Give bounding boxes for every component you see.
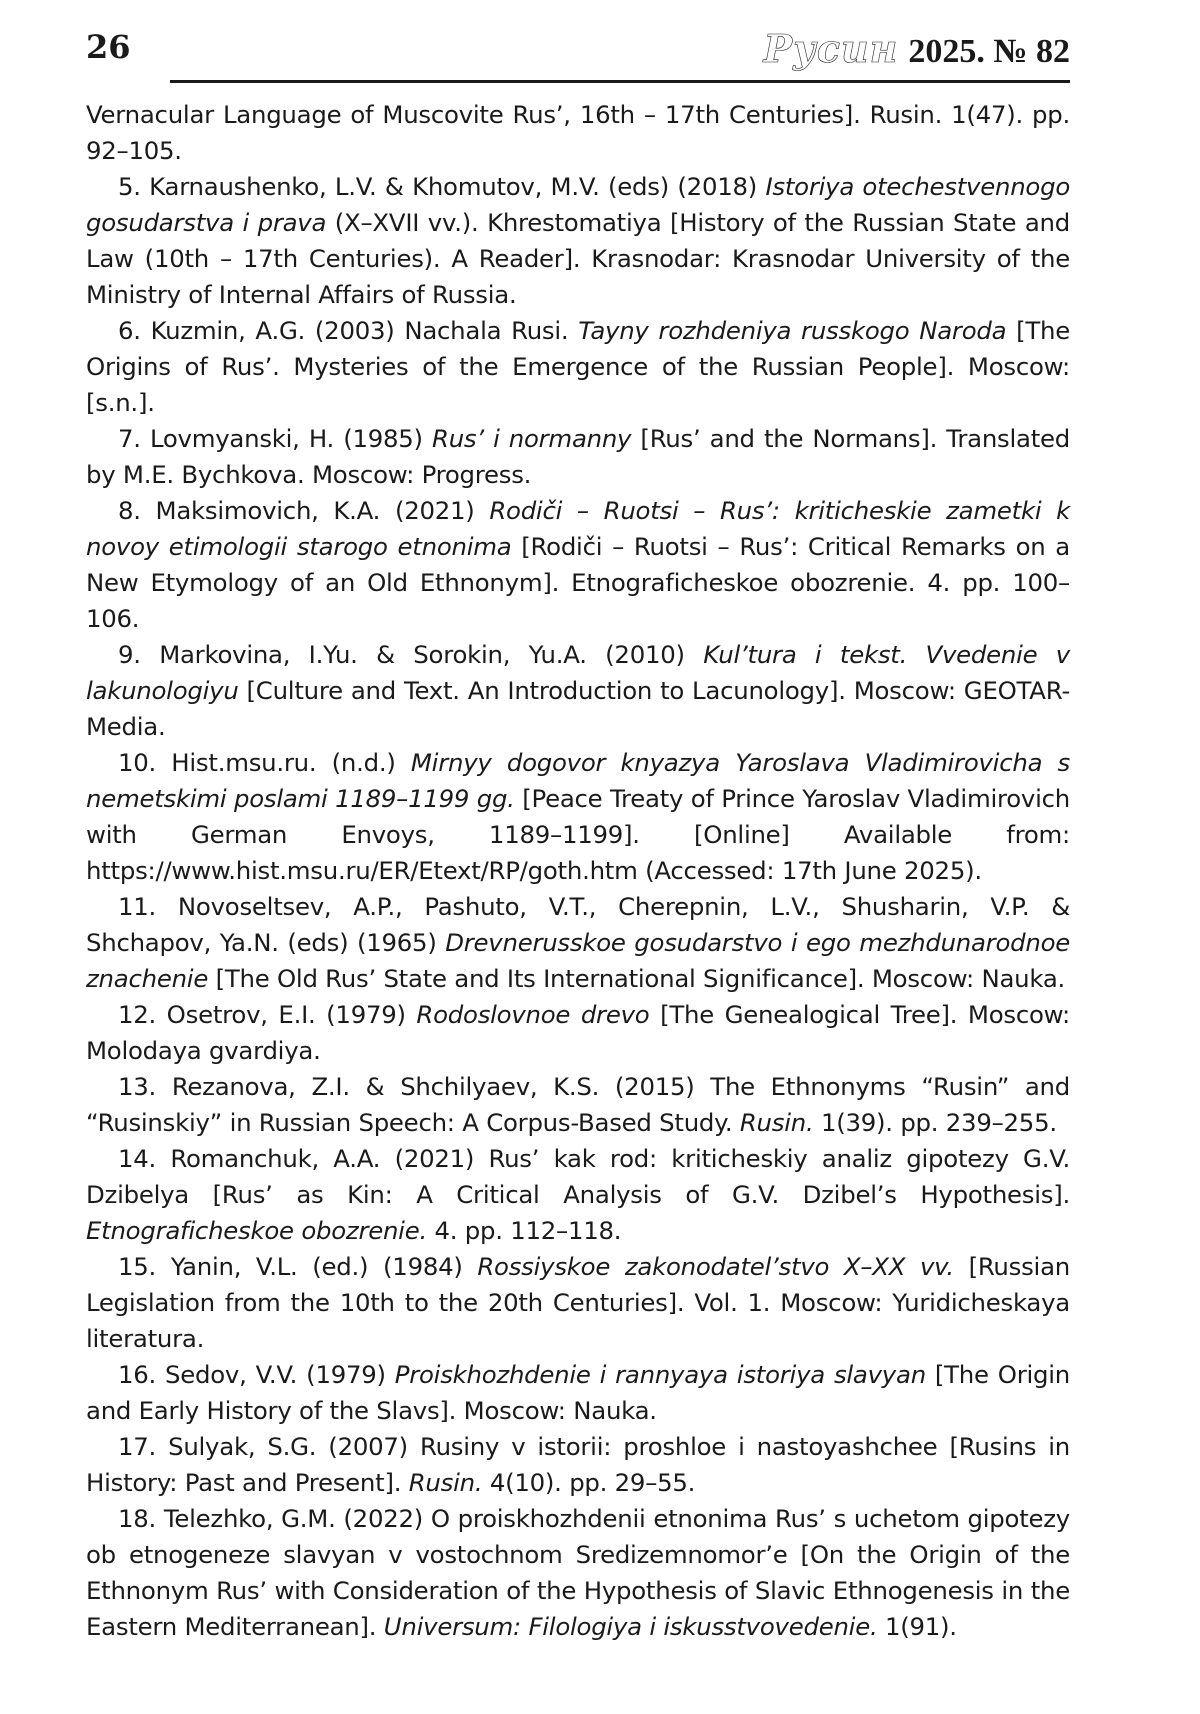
reference-list — [86, 97, 1070, 1645]
journal-title — [764, 26, 1070, 71]
reference-item: 5. Karnaushenko, L.V. & Khomutov, M.V. (eds) (2018) Istoriya otechestvennogo gosudarstva i prava (X–XVII vv.). Khrestomatiya [History of the Russian State and Law (10th – 17th Centuries). A Reader]. Krasnodar: Krasnodar University of the Ministry of Internal Affairs of Russia. — [86, 172, 1070, 309]
reference-item: 8. Maksimovich, K.A. (2021) Rodiči – Ruotsi – Rus’: kriticheskie zametki k novoy etimologii starogo etnonima [Rodiči – Ruotsi – Rus’: Critical Remarks on a New Etymology of an Old Ethnonym]. Etnograficheskoe obozrenie. 4. pp. 100–106. — [86, 496, 1070, 633]
reference-item: 16. Sedov, V.V. (1979) Proiskhozhdenie i rannyaya istoriya slavyan [The Origin and Early History of the Slavs]. Moscow: Nauka. — [86, 1360, 1070, 1425]
reference-item: 15. Yanin, V.L. (ed.) (1984) Rossiyskoe zakonodatel’stvo X–XX vv. [Russian Legislation from the 10th to the 20th Centuries]. Vol. 1. Moscow: Yuridicheskaya literatura. — [86, 1252, 1070, 1353]
page — [86, 0, 1118, 1645]
reference-item: 10. Hist.msu.ru. (n.d.) Mirnyy dogovor knyazya Yaroslava Vladimirovicha s nemetskimi poslami 1189–1199 gg. [Peace Treaty of Prince Yaroslav Vladimirovich with German Envoys, 1189–1199]. [Online] Available from: https://www.hist.msu.ru/ER/Etext/RP/goth.htm (Accessed: 17th June 2025). — [86, 748, 1070, 885]
reference-item: 17. Sulyak, S.G. (2007) Rusiny v istorii: proshloe i nastoyashchee [Rusins in History: Past and Present]. Rusin. 4(10). pp. 29–55. — [86, 1432, 1070, 1497]
running-header — [86, 0, 1070, 83]
reference-item: 12. Osetrov, E.I. (1979) Rodoslovnoe drevo [The Genealogical Tree]. Moscow: Molodaya gvardiya. — [86, 1000, 1070, 1065]
reference-item: 11. Novoseltsev, A.P., Pashuto, V.T., Cherepnin, L.V., Shusharin, V.P. & Shchapov, Ya.N. (eds) (1965) Drevnerusskoe gosudarstvo i ego mezhdunarodnoe znachenie [The Old Rus’ State and Its International Significance]. Moscow: Nauka. — [86, 892, 1070, 993]
page-number: 26 — [86, 28, 131, 66]
journal-issue: 2025. № 82 — [908, 33, 1070, 70]
journal-name: Русин — [763, 26, 899, 71]
reference-item: 13. Rezanova, Z.I. & Shchilyaev, K.S. (2015) The Ethnonyms “Rusin” and “Rusinskiy” in Russian Speech: A Corpus-Based Study. Rusin. 1(39). pp. 239–255. — [86, 1072, 1070, 1137]
reference-item: Vernacular Language of Muscovite Rus’, 16th – 17th Centuries]. Rusin. 1(47). pp. 92–105. — [86, 100, 1070, 165]
reference-item: 7. Lovmyanski, H. (1985) Rus’ i normanny [Rus’ and the Normans]. Translated by M.E. Bychkova. Moscow: Progress. — [86, 424, 1071, 489]
reference-item: 6. Kuzmin, A.G. (2003) Nachala Rusi. Tayny rozhdeniya russkogo Naroda [The Origins of Rus’. Mysteries of the Emergence of the Russian People]. Moscow: [s.n.]. — [86, 316, 1070, 417]
reference-item: 18. Telezhko, G.M. (2022) O proiskhozhdenii etnonima Rus’ s uchetom gipotezy ob etnogeneze slavyan v vostochnom Sredizemnomor’e [On the Origin of the Ethnonym Rus’ with Consideration of the Hypothesis of Slavic Ethnogenesis in the Eastern Mediterranean]. Universum: Filologiya i iskusstvovedenie. 1(91). — [86, 1504, 1070, 1641]
reference-item: 14. Romanchuk, A.A. (2021) Rus’ kak rod: kriticheskiy analiz gipotezy G.V. Dzibelya [Rus’ as Kin: A Critical Analysis of G.V. Dzibel’s Hypothesis]. Etnograficheskoe obozrenie. 4. pp. 112–118. — [86, 1144, 1070, 1245]
reference-item: 9. Markovina, I.Yu. & Sorokin, Yu.A. (2010) Kul’tura i tekst. Vvedenie v lakunologiyu [Culture and Text. An Introduction to Lacunology]. Moscow: GEOTAR-Media. — [86, 640, 1070, 741]
